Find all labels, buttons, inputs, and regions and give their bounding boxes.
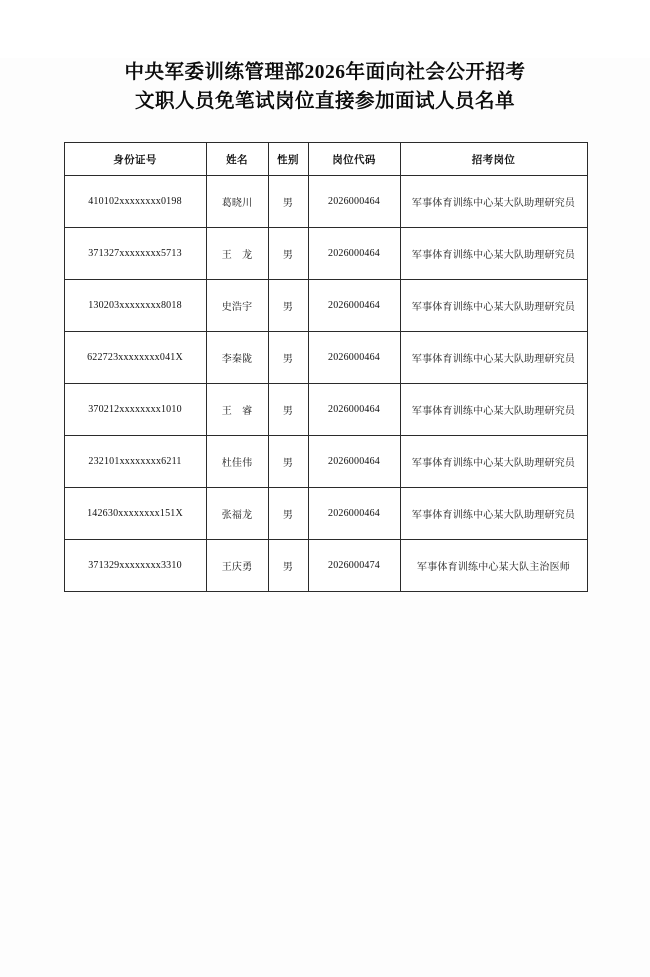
cell-sex: 男 [268,280,308,332]
cell-name: 张福龙 [206,488,268,540]
cell-post: 军事体育训练中心某大队助理研究员 [400,228,587,280]
table-row [64,436,587,488]
cell-name: 李秦陇 [206,332,268,384]
cell-name: 史浩宇 [206,280,268,332]
cell-post: 军事体育训练中心某大队助理研究员 [400,384,587,436]
cell-sex: 男 [268,228,308,280]
column-header-id: 身份证号 [64,143,206,176]
document-page [0,58,650,977]
cell-post: 军事体育训练中心某大队主治医师 [400,540,587,592]
table-row [64,176,587,228]
cell-sex: 男 [268,332,308,384]
cell-sex: 男 [268,436,308,488]
cell-sex: 男 [268,488,308,540]
cell-sex: 男 [268,540,308,592]
cell-code: 2026000464 [308,280,400,332]
table-row [64,332,587,384]
table-row [64,228,587,280]
cell-id: 142630xxxxxxxx151X [64,488,206,540]
cell-code: 2026000464 [308,176,400,228]
cell-post: 军事体育训练中心某大队助理研究员 [400,332,587,384]
cell-sex: 男 [268,176,308,228]
column-header-code: 岗位代码 [308,143,400,176]
cell-id: 232101xxxxxxxx6211 [64,436,206,488]
table-row [64,280,587,332]
cell-code: 2026000464 [308,436,400,488]
table-row [64,488,587,540]
cell-id: 371329xxxxxxxx3310 [64,540,206,592]
cell-id: 130203xxxxxxxx8018 [64,280,206,332]
cell-code: 2026000464 [308,332,400,384]
cell-post: 军事体育训练中心某大队助理研究员 [400,176,587,228]
cell-name: 葛晓川 [206,176,268,228]
column-header-sex: 性别 [268,143,308,176]
page-title [0,58,650,116]
table-row [64,384,587,436]
column-header-name: 姓名 [206,143,268,176]
table-header-row [64,143,587,176]
table-body [64,176,587,592]
page-title-line-1: 中央军委训练管理部2026年面向社会公开招考 [124,62,526,83]
cell-name: 王 睿 [206,384,268,436]
cell-code: 2026000464 [308,228,400,280]
cell-name: 王庆勇 [206,540,268,592]
cell-post: 军事体育训练中心某大队助理研究员 [400,488,587,540]
table-header [64,143,587,176]
roster-table [64,142,588,592]
cell-id: 371327xxxxxxxx5713 [64,228,206,280]
cell-sex: 男 [268,384,308,436]
cell-id: 370212xxxxxxxx1010 [64,384,206,436]
cell-id: 622723xxxxxxxx041X [64,332,206,384]
cell-code: 2026000474 [308,540,400,592]
page-title-line-2: 文职人员免笔试岗位直接参加面试人员名单 [134,91,515,112]
cell-code: 2026000464 [308,384,400,436]
cell-code: 2026000464 [308,488,400,540]
cell-id: 410102xxxxxxxx0198 [64,176,206,228]
column-header-post: 招考岗位 [400,143,587,176]
cell-name: 杜佳伟 [206,436,268,488]
cell-name: 王 龙 [206,228,268,280]
cell-post: 军事体育训练中心某大队助理研究员 [400,280,587,332]
table-row [64,540,587,592]
cell-post: 军事体育训练中心某大队助理研究员 [400,436,587,488]
roster-table-wrapper [64,142,587,592]
